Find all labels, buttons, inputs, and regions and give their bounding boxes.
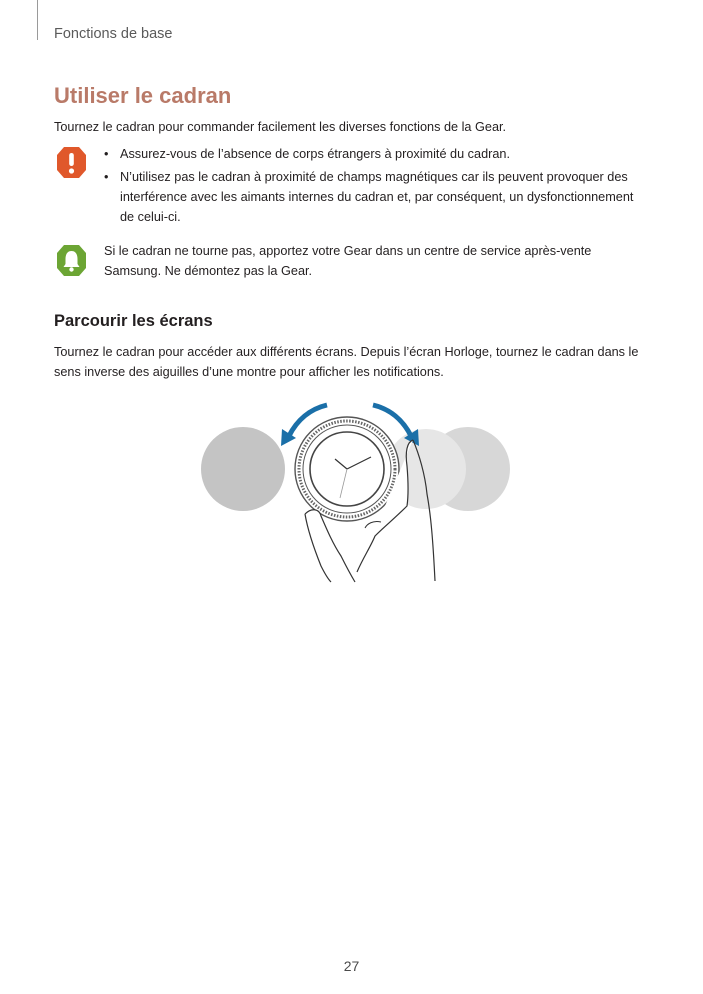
left-screen <box>201 427 285 511</box>
section-header: Fonctions de base <box>54 26 173 42</box>
warning-icon <box>56 146 87 179</box>
warning-item-text: N’utilisez pas le cadran à proximité de champs magnétiques car ils peuvent provoquer des interférence avec les aimants internes du cadran et, par conséquent, un dysfonctionnement de celui-ci. <box>120 170 634 224</box>
warning-item-text: Assurez-vous de l’absence de corps étrangers à proximité du cadran. <box>120 147 510 161</box>
section-paragraph: Tournez le cadran pour accéder aux différents écrans. Depuis l’écran Horloge, tournez le cadran dans le sens inverse des aiguilles d’une montre pour afficher les notifications. <box>54 345 639 379</box>
warning-item: • N’utilisez pas le cadran à proximité de champs magnétiques car ils peuvent provoquer des interférence avec les aimants internes du cadran et, par conséquent, un dysfonctionnement de celui-ci. <box>104 170 634 224</box>
warning-list <box>104 144 634 230</box>
page-number: 27 <box>343 958 360 974</box>
note-text: Si le cadran ne tourne pas, apportez votre Gear dans un centre de service après-vente Samsung. Ne démontez pas la Gear. <box>104 244 592 278</box>
section-title: Parcourir les écrans <box>54 312 213 330</box>
intro-paragraph: Tournez le cadran pour commander facilement les diverses fonctions de la Gear. <box>54 120 507 134</box>
header-rule <box>37 0 38 40</box>
page-title: Utiliser le cadran <box>54 83 232 108</box>
note-bell-icon <box>56 244 87 277</box>
bezel-illustration <box>195 396 510 586</box>
warning-item: • Assurez-vous de l’absence de corps étrangers à proximité du cadran. <box>104 147 510 161</box>
